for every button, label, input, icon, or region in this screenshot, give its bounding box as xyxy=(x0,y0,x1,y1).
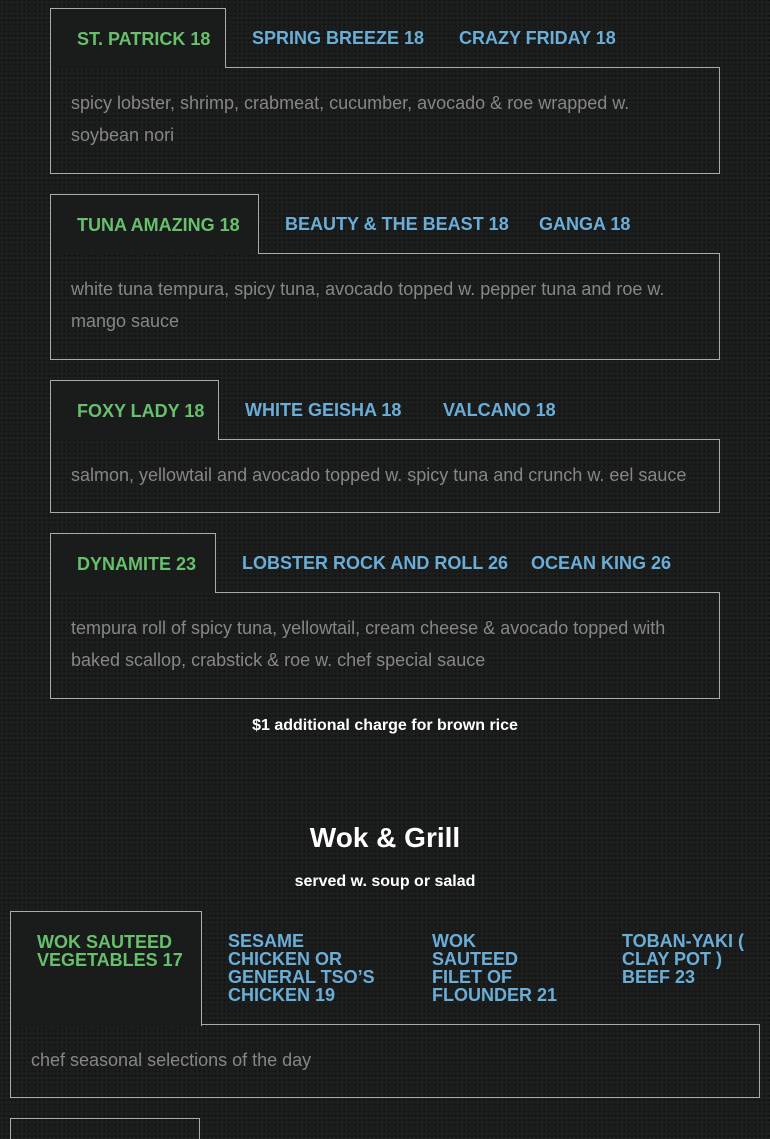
tab-ganga[interactable]: GANGA 18 xyxy=(539,214,631,234)
wok-tabset xyxy=(10,911,760,1098)
roll-tabset-1 xyxy=(50,8,720,174)
tab-toban-yaki-beef[interactable]: TOBAN-YAKI ( CLAY POT ) BEEF 23 xyxy=(622,931,745,987)
roll-tabset-3 xyxy=(50,380,720,513)
wok-description: chef seasonal selections of the day xyxy=(10,1024,760,1098)
tab-tuna-amazing[interactable]: TUNA AMAZING 18 xyxy=(50,194,259,254)
roll-description-2: white tuna tempura, spicy tuna, avocado topped w. pepper tuna and roe w. mango sauce xyxy=(50,253,720,360)
tab-spring-breeze[interactable]: SPRING BREEZE 18 xyxy=(252,28,425,48)
wok-grill-subtitle: served w. soup or salad xyxy=(294,873,476,890)
tab-beauty-and-the-beast[interactable]: BEAUTY & THE BEAST 18 xyxy=(285,214,509,234)
tab-lobster-rock-and-roll[interactable]: LOBSTER ROCK AND ROLL 26 xyxy=(242,553,509,573)
brown-rice-note: $1 additional charge for brown rice xyxy=(252,717,518,734)
next-tabset-partial xyxy=(10,1118,200,1139)
roll-tabset-2 xyxy=(50,194,720,360)
tab-foxy-lady[interactable]: FOXY LADY 18 xyxy=(50,380,219,440)
roll-tabset-4 xyxy=(50,533,720,699)
wok-grill-title: Wok & Grill xyxy=(309,822,461,853)
tab-ocean-king[interactable]: OCEAN KING 26 xyxy=(531,553,672,573)
roll-description-3: salmon, yellowtail and avocado topped w. spicy tuna and crunch w. eel sauce xyxy=(50,439,720,513)
roll-description-4: tempura roll of spicy tuna, yellowtail, cream cheese & avocado topped with baked scallop, crabstick & roe w. chef special sauce xyxy=(50,592,720,699)
roll-description-1: spicy lobster, shrimp, crabmeat, cucumber, avocado & roe wrapped w. soybean nori xyxy=(50,67,720,174)
tab-dynamite[interactable]: DYNAMITE 23 xyxy=(50,533,216,593)
tab-st-patrick[interactable]: ST. PATRICK 18 xyxy=(50,8,226,68)
tab-crazy-friday[interactable]: CRAZY FRIDAY 18 xyxy=(459,28,616,48)
tab-wok-sauteed-flounder[interactable]: WOK SAUTEED FILET OF FLOUNDER 21 xyxy=(432,931,558,1005)
tab-valcano[interactable]: VALCANO 18 xyxy=(443,400,556,420)
tab-wok-sauteed-vegetables[interactable]: WOK SAUTEED VEGETABLES 17 xyxy=(10,911,202,1026)
tab-sesame-chicken[interactable]: SESAME CHICKEN OR GENERAL TSO’S CHICKEN 19 xyxy=(228,931,375,1005)
tab-white-geisha[interactable]: WHITE GEISHA 18 xyxy=(245,400,402,420)
